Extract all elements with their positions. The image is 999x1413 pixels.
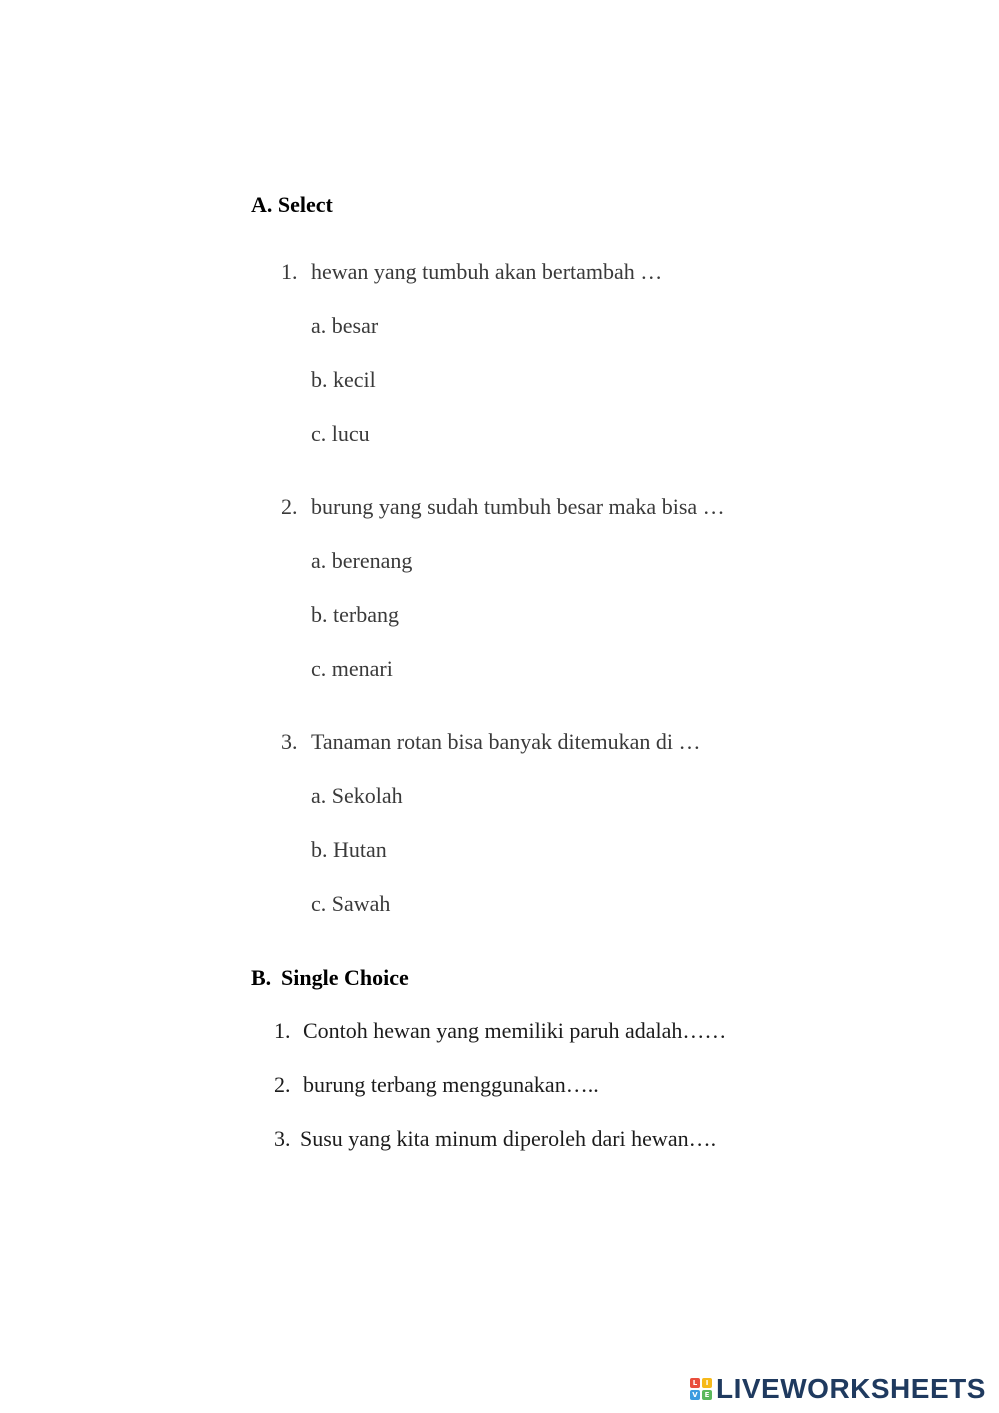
question-1-option-c[interactable]: c. lucu: [311, 421, 370, 446]
logo-tile-i: I: [702, 1378, 712, 1388]
logo-tile-e: E: [702, 1390, 712, 1400]
section-b-letter: B.: [251, 965, 272, 990]
section-b-item-1-number: 1.: [274, 1018, 291, 1043]
question-2-option-a[interactable]: a. berenang: [311, 548, 413, 573]
question-3-option-b[interactable]: b. Hutan: [311, 837, 387, 862]
section-b-item-3-number: 3.: [274, 1126, 291, 1151]
question-2-text: burung yang sudah tumbuh besar maka bisa …: [311, 494, 725, 519]
question-1-option-a[interactable]: a. besar: [311, 313, 379, 338]
logo-text: LIVEWORKSHEETS: [716, 1373, 986, 1404]
question-3-text: Tanaman rotan bisa banyak ditemukan di …: [311, 729, 701, 754]
logo-tiles-icon: [690, 1378, 712, 1400]
question-1-text: hewan yang tumbuh akan bertambah …: [311, 259, 663, 284]
question-1-number: 1.: [281, 259, 298, 284]
section-b-item-3-text: Susu yang kita minum diperoleh dari hewan….: [300, 1126, 717, 1151]
logo-tile-l: L: [690, 1378, 700, 1388]
section-b-item-1-text: Contoh hewan yang memiliki paruh adalah……: [303, 1018, 727, 1043]
question-1-option-b[interactable]: b. kecil: [311, 367, 376, 392]
logo-tile-v: V: [690, 1390, 700, 1400]
section-a-heading: A. Select: [251, 192, 333, 217]
section-b-item-2-number: 2.: [274, 1072, 291, 1097]
question-2-option-b[interactable]: b. terbang: [311, 602, 399, 627]
section-b-item-2-text: burung terbang menggunakan…..: [303, 1072, 599, 1097]
question-3-number: 3.: [281, 729, 298, 754]
question-2-option-c[interactable]: c. menari: [311, 656, 393, 681]
liveworksheets-logo: [690, 1372, 986, 1406]
section-b-title: Single Choice: [281, 965, 409, 990]
question-3-option-a[interactable]: a. Sekolah: [311, 783, 403, 808]
question-3-option-c[interactable]: c. Sawah: [311, 891, 391, 916]
question-2-number: 2.: [281, 494, 298, 519]
